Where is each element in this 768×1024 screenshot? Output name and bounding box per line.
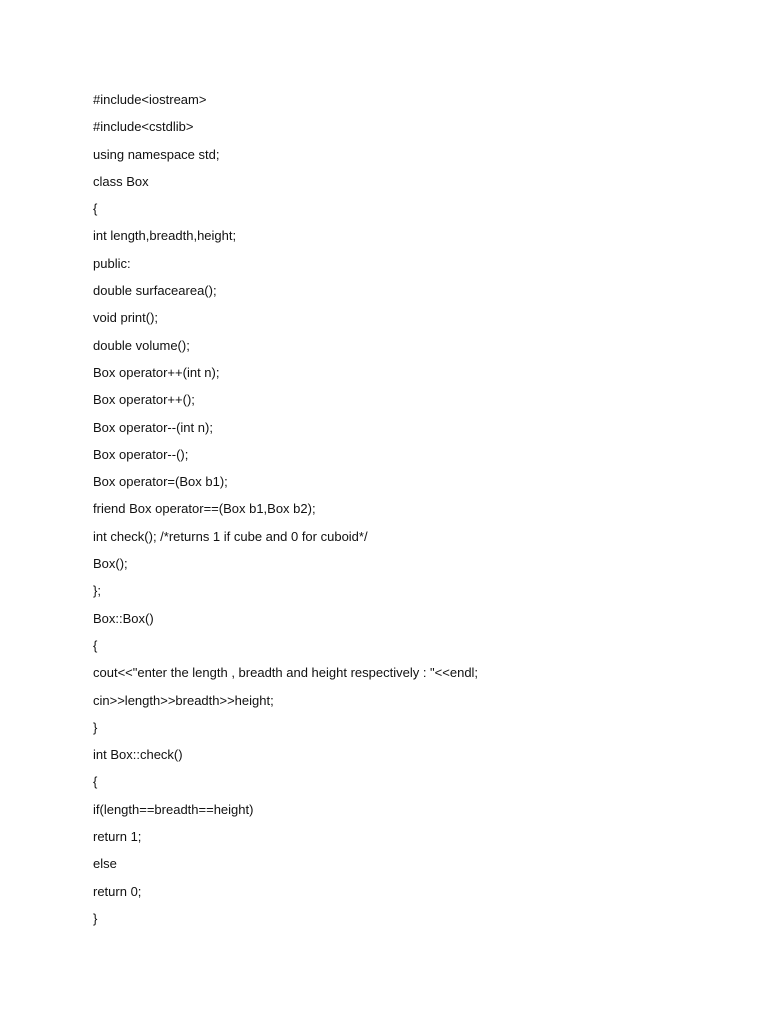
code-line: public: bbox=[93, 255, 131, 271]
code-line: return 1; bbox=[93, 829, 142, 845]
code-line: } bbox=[93, 910, 98, 926]
code-line: Box operator++(int n); bbox=[93, 364, 220, 380]
code-line: Box operator++(); bbox=[93, 392, 195, 408]
code-line: else bbox=[93, 856, 117, 872]
code-line: Box operator=(Box b1); bbox=[93, 474, 228, 490]
code-line: }; bbox=[93, 583, 101, 599]
code-line: int check(); /*returns 1 if cube and 0 for cuboid*/ bbox=[93, 528, 368, 544]
code-line: #include<cstdlib> bbox=[93, 119, 194, 135]
code-line: class Box bbox=[93, 173, 149, 189]
code-line: int Box::check() bbox=[93, 747, 183, 763]
code-line: } bbox=[93, 719, 98, 735]
code-line: Box operator--(int n); bbox=[93, 419, 213, 435]
code-line: { bbox=[93, 774, 98, 790]
code-line: using namespace std; bbox=[93, 146, 220, 162]
code-line: Box::Box() bbox=[93, 610, 154, 626]
code-line: int length,breadth,height; bbox=[93, 228, 237, 244]
code-line: cout<<"enter the length , breadth and height respectively : "<<endl; bbox=[93, 665, 479, 681]
code-listing bbox=[93, 86, 478, 932]
code-line: { bbox=[93, 201, 98, 217]
code-line: return 0; bbox=[93, 883, 142, 899]
code-line: if(length==breadth==height) bbox=[93, 801, 254, 817]
code-line: double surfacearea(); bbox=[93, 283, 217, 299]
code-line: { bbox=[93, 637, 98, 653]
code-line: void print(); bbox=[93, 310, 159, 326]
code-line: Box(); bbox=[93, 556, 128, 572]
code-line: cin>>length>>breadth>>height; bbox=[93, 692, 274, 708]
code-line: #include<iostream> bbox=[93, 92, 207, 107]
code-line: double volume(); bbox=[93, 337, 190, 353]
code-line: friend Box operator==(Box b1,Box b2); bbox=[93, 501, 316, 517]
code-line: Box operator--(); bbox=[93, 446, 189, 462]
